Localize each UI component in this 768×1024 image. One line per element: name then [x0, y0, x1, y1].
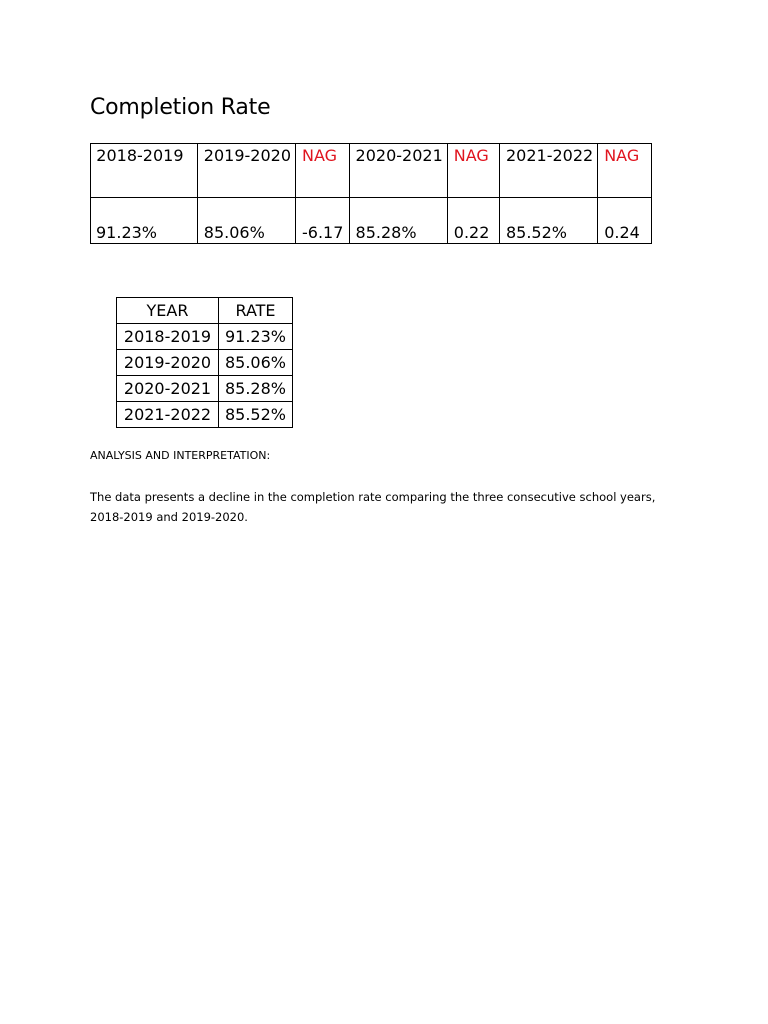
analysis-paragraph: The data presents a decline in the completion rate comparing the three consecutive school years, 2018-2019 and 2019-2020. [90, 490, 656, 524]
value-cell: 85.52% [499, 198, 597, 244]
nag-value-cell: 0.22 [447, 198, 499, 244]
header-cell-nag: NAG [447, 144, 499, 198]
rate-table [116, 297, 293, 428]
header-cell-2019-2020: 2019-2020 [197, 144, 295, 198]
header-cell-2020-2021: 2020-2021 [349, 144, 447, 198]
header-cell-2018-2019: 2018-2019 [91, 144, 198, 198]
year-cell: 2020-2021 [117, 376, 219, 402]
table-row [91, 198, 652, 244]
summary-table [90, 143, 652, 244]
header-cell-nag: NAG [598, 144, 652, 198]
value-cell: 91.23% [91, 198, 198, 244]
header-cell-2021-2022: 2021-2022 [499, 144, 597, 198]
year-cell: 2018-2019 [117, 324, 219, 350]
value-cell: 85.28% [349, 198, 447, 244]
year-cell: 2021-2022 [117, 402, 219, 428]
table-row [117, 350, 293, 376]
table-row [117, 376, 293, 402]
header-cell-nag: NAG [296, 144, 350, 198]
rate-cell: 91.23% [219, 324, 293, 350]
nag-value-cell: 0.24 [598, 198, 652, 244]
year-cell: 2019-2020 [117, 350, 219, 376]
rate-cell: 85.28% [219, 376, 293, 402]
table-header-row [91, 144, 652, 198]
nag-value-cell: -6.17 [296, 198, 350, 244]
rate-cell: 85.52% [219, 402, 293, 428]
page-title: Completion Rate [90, 95, 271, 120]
rate-header: RATE [219, 298, 293, 324]
analysis-heading: ANALYSIS AND INTERPRETATION: [90, 449, 271, 462]
table-header-row [117, 298, 293, 324]
value-cell: 85.06% [197, 198, 295, 244]
table-row [117, 324, 293, 350]
rate-cell: 85.06% [219, 350, 293, 376]
year-header: YEAR [117, 298, 219, 324]
table-row [117, 402, 293, 428]
